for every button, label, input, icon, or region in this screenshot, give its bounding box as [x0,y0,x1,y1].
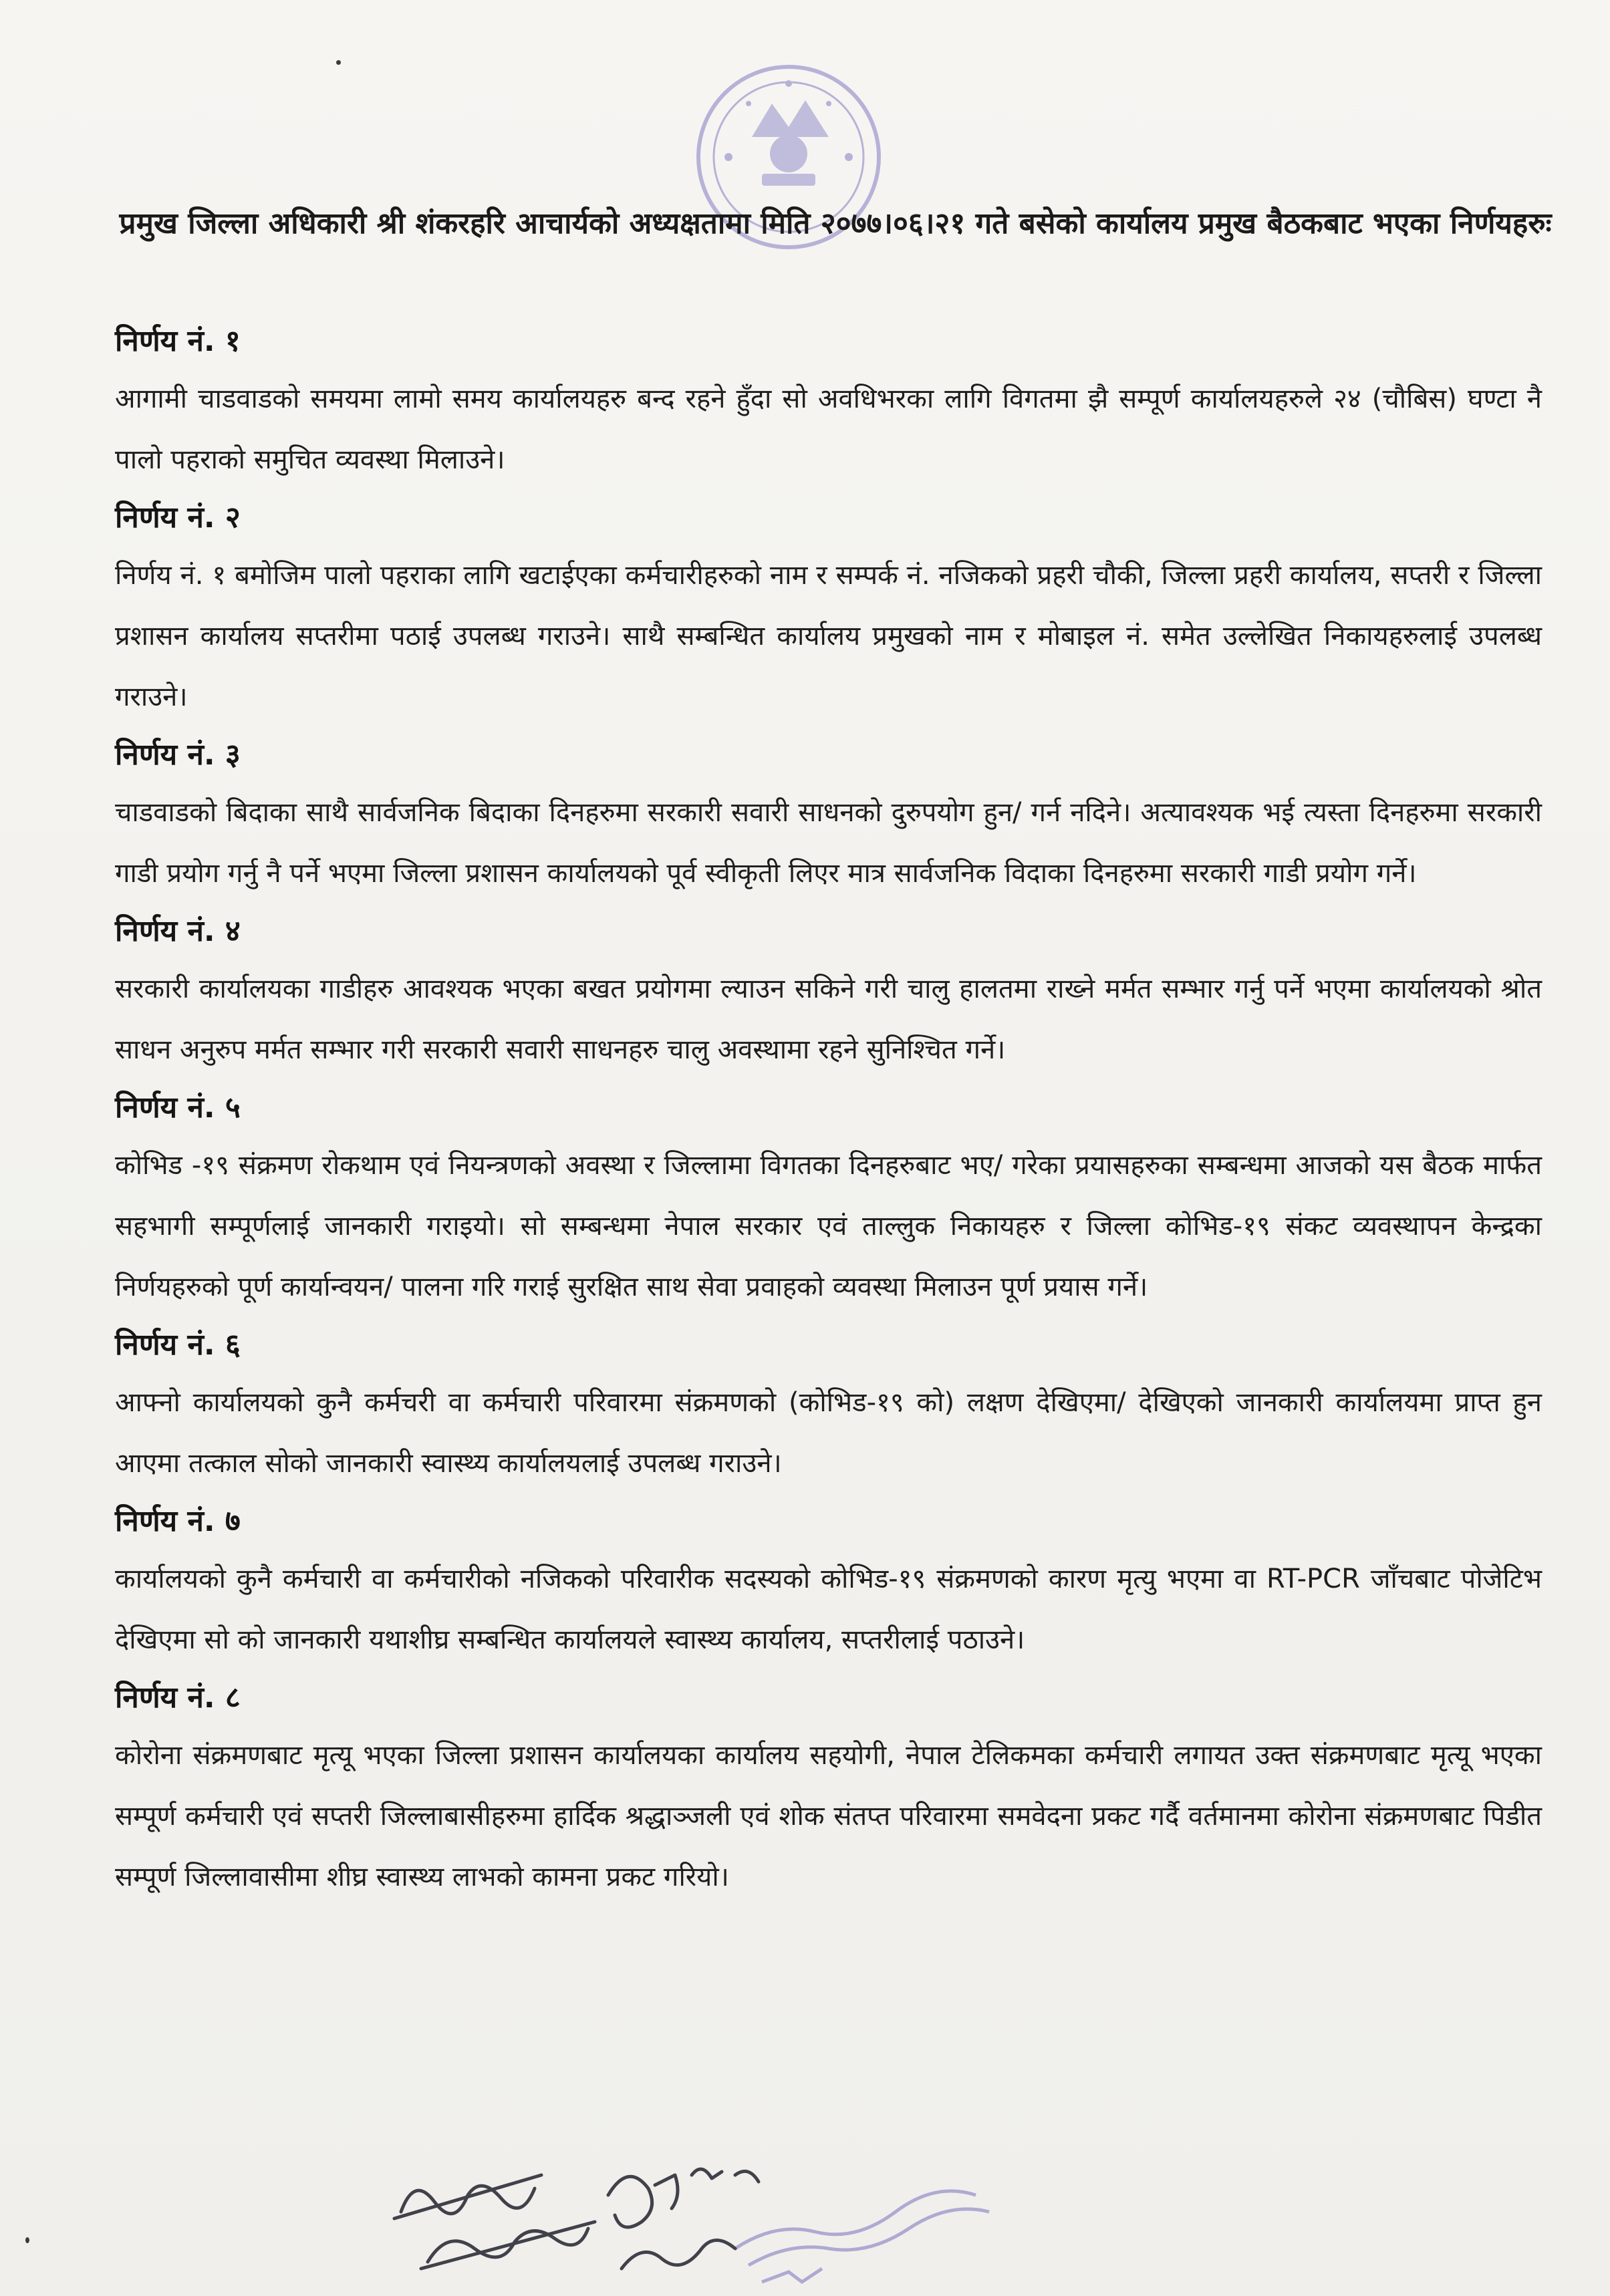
signature-block [388,2148,1056,2295]
decision-heading: निर्णय नं. ३ [115,738,241,772]
decision-heading: निर्णय नं. ७ [115,1504,241,1538]
decisions-list [115,314,1542,1908]
decision-item [115,1318,1542,1494]
decision-item [115,728,1542,904]
handwritten-signature [394,2169,759,2269]
decision-heading: निर्णय नं. ५ [115,1091,241,1125]
decision-text: कोरोना संक्रमणबाट मृत्यू भएका जिल्ला प्रशासन कार्यालयका कार्यालय सहयोगी, नेपाल टेलिकमका कर्मचारी लगायत उक्त संक्रमणबाट मृत्यू भएका सम्पूर्ण कर्मचारी एवं सप्तरी जिल्लाबासीहरुमा हार्दिक श्रद्धाञ्जली एवं शोक संतप्त परिवारमा समवेदना प्रकट गर्दै वर्तमानमा कोरोना संक्रमणबाट पिडीत सम्पूर्ण जिल्लावासीमा शीघ्र स्वास्थ्य लाभको कामना प्रकट गरियो। [115,1740,1542,1892]
decision-text: कार्यालयको कुनै कर्मचारी वा कर्मचारीको नजिकको परिवारीक सदस्यको कोभिड-१९ संक्रमणको कारण मृत्यु भएमा वा RT-PCR जाँचबाट पोजेटिभ देखिएमा सो को जानकारी यथाशीघ्र सम्बन्धित कार्यालयले स्वास्थ्य कार्यालय, सप्तरीलाई पठाउने। [115,1564,1542,1655]
decision-heading: निर्णय नं. २ [115,500,241,535]
decision-item [115,904,1542,1081]
decision-item [115,490,1542,728]
decision-text: आफ्नो कार्यालयको कुनै कर्मचरी वा कर्मचारी परिवारमा संक्रमणको (कोभिड-१९ को) लक्षण देखिएमा/ देखिएको जानकारी कार्यालयमा प्राप्त हुन आएमा तत्काल सोको जानकारी स्वास्थ्य कार्यालयलाई उपलब्ध गराउने। [115,1387,1542,1479]
decision-text: चाडवाडको बिदाका साथै सार्वजनिक बिदाका दिनहरुमा सरकारी सवारी साधनको दुरुपयोग हुन/ गर्न नदिने। अत्यावश्यक भई त्यस्ता दिनहरुमा सरकारी गाडी प्रयोग गर्नु नै पर्ने भएमा जिल्ला प्रशासन कार्यालयको पूर्व स्वीकृती लिएर मात्र सार्वजनिक विदाका दिनहरुमा सरकारी गाडी प्रयोग गर्ने। [115,797,1542,889]
decision-item [115,1081,1542,1318]
decision-item [115,314,1542,490]
decision-text: सरकारी कार्यालयका गाडीहरु आवश्यक भएका बखत प्रयोगमा ल्याउन सकिने गरी चालु हालतमा राख्ने मर्मत सम्भार गर्नु पर्ने भएमा कार्यालयको श्रोत साधन अनुरुप मर्मत सम्भार गरी सरकारी सवारी साधनहरु चालु अवस्थामा रहने सुनिश्चित गर्ने। [115,974,1542,1065]
scan-speck [25,2237,29,2243]
decision-heading: निर्णय नं. १ [115,324,241,358]
decision-item [115,1671,1542,1908]
decision-text: आगामी चाडवाडको समयमा लामो समय कार्यालयहरु बन्द रहने हुँदा सो अवधिभरका लागि विगतमा झै सम्पूर्ण कार्यालयहरुले २४ (चौबिस) घण्टा नै पालो पहराको समुचित व्यवस्था मिलाउने। [115,384,1542,475]
decision-item [115,1494,1542,1671]
scan-speck [336,60,341,65]
decision-heading: निर्णय नं. ६ [115,1328,241,1362]
decision-heading: निर्णय नं. ८ [115,1681,241,1715]
decision-text: कोभिड -१९ संक्रमण रोकथाम एवं नियन्त्रणको अवस्था र जिल्लामा विगतका दिनहरुबाट भए/ गरेका प्रयासहरुका सम्बन्धमा आजको यस बैठक मार्फत सहभागी सम्पूर्णलाई जानकारी गराइयो। सो सम्बन्धमा नेपाल सरकार एवं ताल्लुक निकायहरु र जिल्ला कोभिड-१९ संकट व्यवस्थापन केन्द्रका निर्णयहरुको पूर्ण कार्यान्वयन/ पालना गरि गराई सुरक्षित साथ सेवा प्रवाहको व्यवस्था मिलाउन पूर्ण प्रयास गर्ने। [115,1150,1542,1302]
office-stamp [735,2191,989,2282]
decision-text: निर्णय नं. १ बमोजिम पालो पहराका लागि खटाईएका कर्मचारीहरुको नाम र सम्पर्क नं. नजिकको प्रहरी चौकी, जिल्ला प्रहरी कार्यालय, सप्तरी र जिल्ला प्रशासन कार्यालय सप्तरीमा पठाई उपलब्ध गराउने। साथै सम्बन्धित कार्यालय प्रमुखको नाम र मोबाइल नं. समेत उल्लेखित निकायहरुलाई उपलब्ध गराउने। [115,560,1542,712]
decision-heading: निर्णय नं. ४ [115,914,241,948]
document-title: प्रमुख जिल्ला अधिकारी श्री शंकरहरि आचार्यको अध्यक्षतामा मिति २०७७।०६।२१ गते बसेको कार्यालय प्रमुख बैठकबाट भएका निर्णयहरुः [119,206,1552,241]
